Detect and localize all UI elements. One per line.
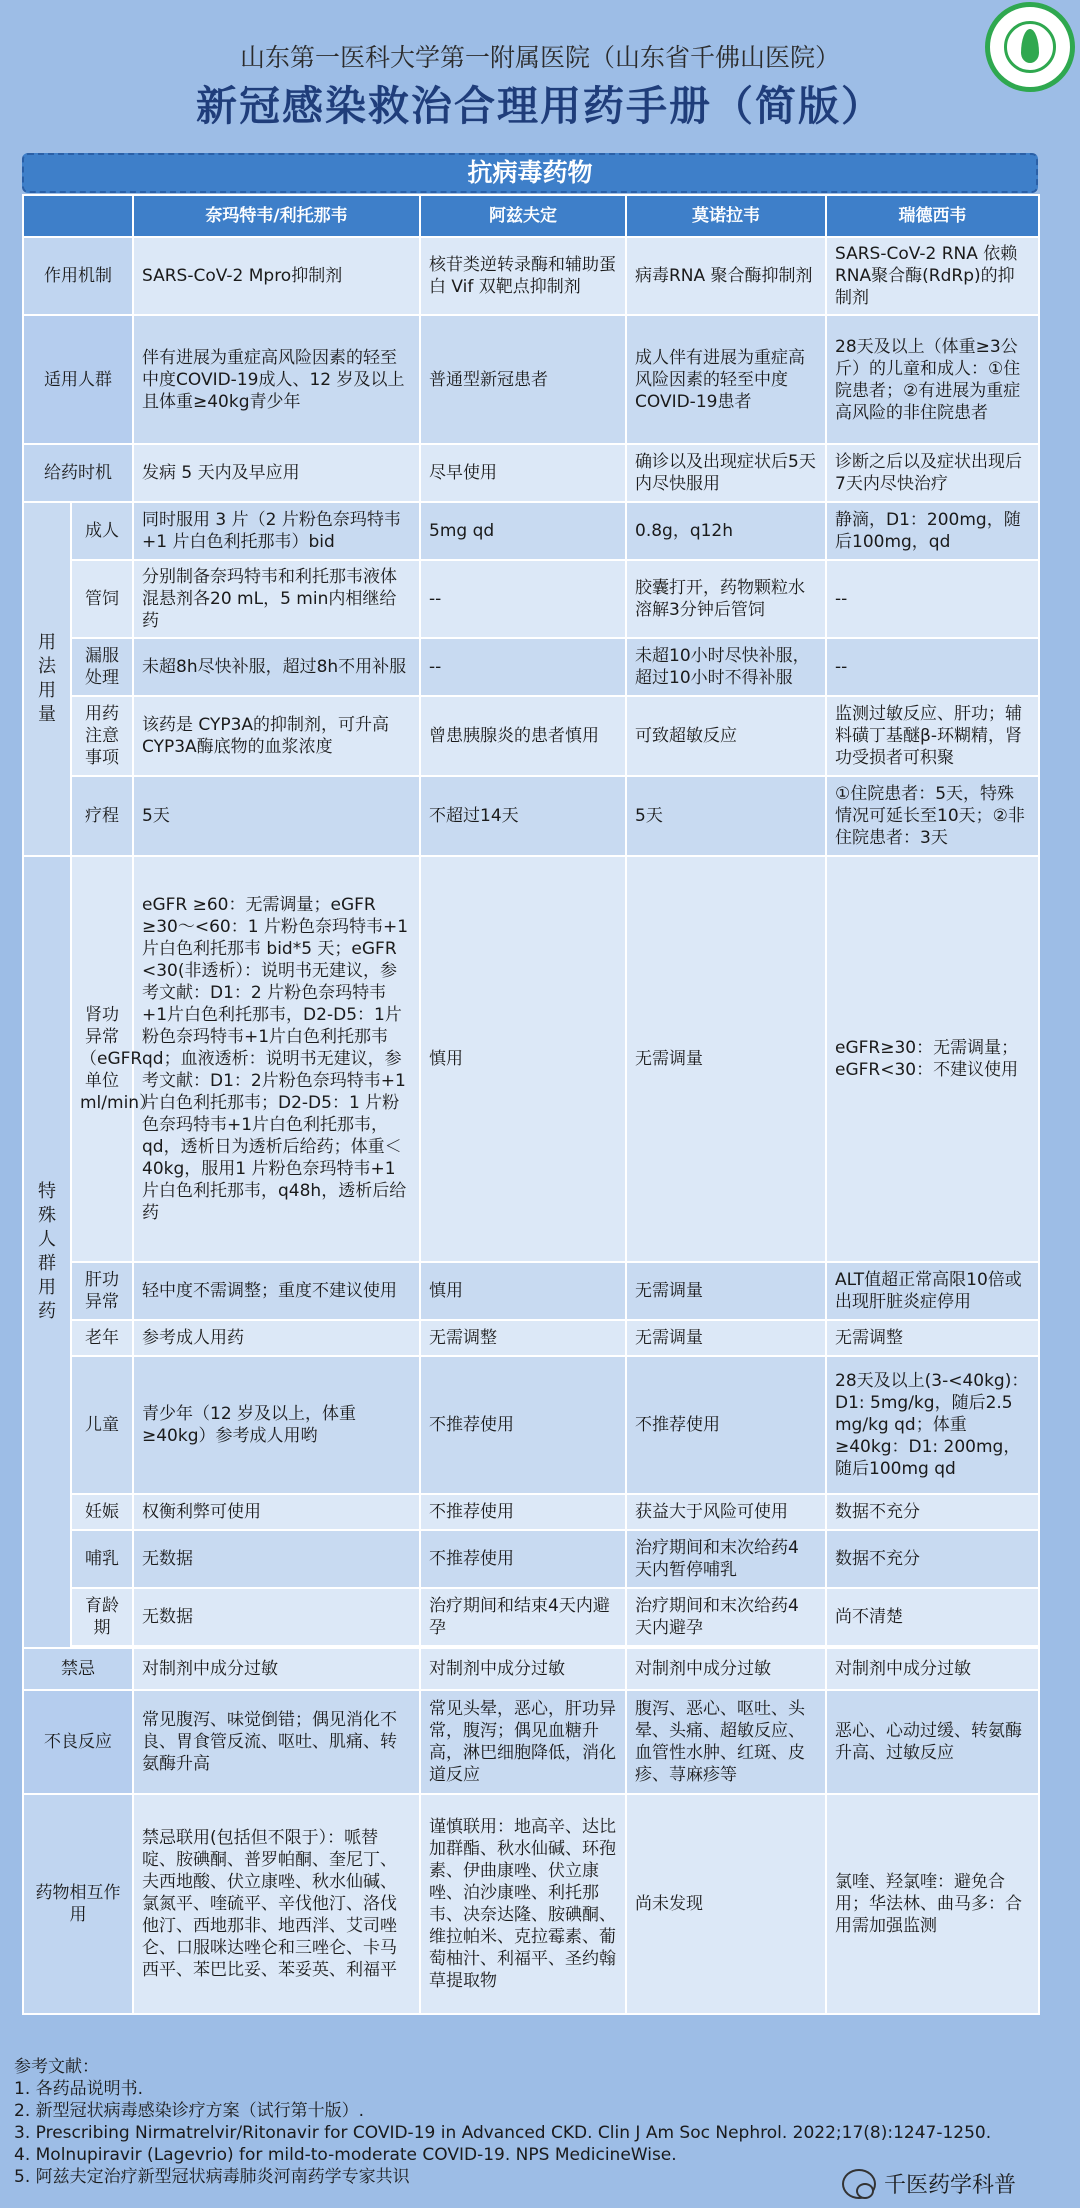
header-azvudine: 阿兹夫定 bbox=[420, 195, 626, 237]
row-label: 作用机制 bbox=[23, 237, 133, 315]
table-cell: 尽早使用 bbox=[420, 444, 626, 502]
row-label: 肾功异常（eGFR单位ml/min） bbox=[71, 856, 133, 1262]
table-cell: 恶心、心动过缓、转氨酶升高、过敏反应 bbox=[826, 1690, 1039, 1794]
section-title: 抗病毒药物 bbox=[22, 153, 1038, 193]
table-row-course bbox=[23, 776, 1039, 856]
header-molnupiravir: 莫诺拉韦 bbox=[626, 195, 826, 237]
table-cell: -- bbox=[826, 560, 1039, 638]
table-row-population bbox=[23, 315, 1039, 444]
table-cell: 谨慎联用：地高辛、达比加群酯、秋水仙碱、环孢素、伊曲康唑、伏立康唑、泊沙康唑、利托那韦、决奈达隆、胺碘酮、维拉帕米、克拉霉素、葡萄柚汁、利福平、圣约翰草提取物 bbox=[420, 1794, 626, 2014]
table-cell: 常见头晕，恶心，肝功异常，腹泻；偶见血糖升高，淋巴细胞降低，消化道反应 bbox=[420, 1690, 626, 1794]
group-special-text: 特殊人群用药 bbox=[38, 1181, 56, 1322]
reference-item: 4. Molnupiravir (Lagevrio) for mild-to-moderate COVID-19. NPS MedicineWise. bbox=[14, 2145, 677, 2165]
group-label-usage bbox=[23, 502, 71, 856]
table-row-interaction bbox=[23, 1794, 1039, 2014]
row-label: 妊娠 bbox=[71, 1494, 133, 1530]
header-remdesivir: 瑞德西韦 bbox=[826, 195, 1039, 237]
table-cell: 确诊以及出现症状后5天内尽快服用 bbox=[626, 444, 826, 502]
table-cell: 监测过敏反应、肝功；辅料磺丁基醚β-环糊精，肾功受损者可积聚 bbox=[826, 696, 1039, 776]
table-cell: 28天及以上(3-<40kg)：D1: 5mg/kg，随后2.5 mg/kg qd；体重≥40kg：D1: 200mg，随后100mg qd bbox=[826, 1356, 1039, 1494]
table-cell: 轻中度不需调整；重度不建议使用 bbox=[133, 1262, 420, 1320]
reference-item: 2. 新型冠状病毒感染诊疗方案（试行第十版）. bbox=[14, 2101, 365, 2121]
table-cell: SARS-CoV-2 RNA 依赖RNA聚合酶(RdRp)的抑制剂 bbox=[826, 237, 1039, 315]
table-cell: 不超过14天 bbox=[420, 776, 626, 856]
table-cell: 静滴，D1：200mg，随后100mg，qd bbox=[826, 502, 1039, 560]
table-cell: 对制剂中成分过敏 bbox=[626, 1648, 826, 1690]
row-label: 哺乳 bbox=[71, 1530, 133, 1588]
row-label: 管饲 bbox=[71, 560, 133, 638]
table-cell: 未超10小时尽快补服，超过10小时不得补服 bbox=[626, 638, 826, 696]
table-cell: 伴有进展为重症高风险因素的轻至中度COVID-19成人、12 岁及以上且体重≥40kg青少年 bbox=[133, 315, 420, 444]
table-cell: 青少年（12 岁及以上，体重≥40kg）参考成人用哟 bbox=[133, 1356, 420, 1494]
table-cell: 不推荐使用 bbox=[626, 1356, 826, 1494]
row-label: 适用人群 bbox=[23, 315, 133, 444]
row-label: 老年 bbox=[71, 1320, 133, 1356]
table-cell: 无需调量 bbox=[626, 1262, 826, 1320]
table-row-lactation bbox=[23, 1530, 1039, 1588]
table-row-elderly bbox=[23, 1320, 1039, 1356]
row-label: 儿童 bbox=[71, 1356, 133, 1494]
table-cell: 对制剂中成分过敏 bbox=[420, 1648, 626, 1690]
table-cell: 治疗期间和末次给药4 天内避孕 bbox=[626, 1588, 826, 1646]
table-cell: 病毒RNA 聚合酶抑制剂 bbox=[626, 237, 826, 315]
table-cell: 5天 bbox=[133, 776, 420, 856]
table-cell: 腹泻、恶心、呕吐、头晕、头痛、超敏反应、血管性水肿、红斑、皮疹、荨麻疹等 bbox=[626, 1690, 826, 1794]
table-cell: 同时服用 3 片（2 片粉色奈玛特韦+1 片白色利托那韦）bid bbox=[133, 502, 420, 560]
table-cell: 无需调量 bbox=[626, 856, 826, 1262]
table-cell: 28天及以上（体重≥3公斤）的儿童和成人：①住院患者；②有进展为重症高风险的非住院患者 bbox=[826, 315, 1039, 444]
table-row-hepatic bbox=[23, 1262, 1039, 1320]
references-heading: 参考文献： bbox=[14, 2057, 99, 2077]
table-cell: 常见腹泻、味觉倒错；偶见消化不良、胃食管反流、呕吐、肌痛、转氨酶升高 bbox=[133, 1690, 420, 1794]
row-label: 肝功异常 bbox=[71, 1262, 133, 1320]
table-cell: 普通型新冠患者 bbox=[420, 315, 626, 444]
table-row-caution bbox=[23, 696, 1039, 776]
table-cell: ①住院患者：5天，特殊情况可延长至10天；②非住院患者：3天 bbox=[826, 776, 1039, 856]
table-cell: 禁忌联用(包括但不限于）：哌替啶、胺碘酮、普罗帕酮、奎尼丁、夫西地酸、伏立康唑、秋水仙碱、氯氮平、喹硫平、辛伐他汀、洛伐他汀、西地那非、地西泮、艾司唑仑、口服咪达唑仑和三唑仑、卡马西平、苯巴比妥、苯妥英、利福平 bbox=[133, 1794, 420, 2014]
table-row-missed bbox=[23, 638, 1039, 696]
table-cell: 发病 5 天内及早应用 bbox=[133, 444, 420, 502]
table-cell: eGFR≥30：无需调量；eGFR<30：不建议使用 bbox=[826, 856, 1039, 1262]
brand-watermark bbox=[842, 2168, 1016, 2199]
table-cell: 对制剂中成分过敏 bbox=[133, 1648, 420, 1690]
table-cell: 数据不充分 bbox=[826, 1494, 1039, 1530]
table-cell: 5天 bbox=[626, 776, 826, 856]
table-cell: 0.8g，q12h bbox=[626, 502, 826, 560]
row-label: 药物相互作用 bbox=[23, 1794, 133, 2014]
table-cell: 该药是 CYP3A的抑制剂，可升高 CYP3A酶底物的血浆浓度 bbox=[133, 696, 420, 776]
table-cell: 可致超敏反应 bbox=[626, 696, 826, 776]
table-cell: 5mg qd bbox=[420, 502, 626, 560]
row-label: 用药注意事项 bbox=[71, 696, 133, 776]
header-cell-blank bbox=[23, 195, 133, 237]
hospital-name: 山东第一医科大学第一附属医院（山东省千佛山医院） bbox=[239, 43, 840, 72]
table-cell: 无数据 bbox=[133, 1588, 420, 1646]
row-label: 成人 bbox=[71, 502, 133, 560]
header-nirmatrelvir: 奈玛特韦/利托那韦 bbox=[133, 195, 420, 237]
table-row-adverse bbox=[23, 1690, 1039, 1794]
reference-item: 1. 各药品说明书. bbox=[14, 2079, 144, 2099]
table-row-child bbox=[23, 1356, 1039, 1494]
table-cell: 分别制备奈玛特韦和利托那韦液体混悬剂各20 mL，5 min内相继给药 bbox=[133, 560, 420, 638]
table-cell: 未超8h尽快补服，超过8h不用补服 bbox=[133, 638, 420, 696]
table-cell: 参考成人用药 bbox=[133, 1320, 420, 1356]
table-cell: 诊断之后以及症状出现后7天内尽快治疗 bbox=[826, 444, 1039, 502]
table-row-adult bbox=[23, 502, 1039, 560]
table-cell: 获益大于风险可使用 bbox=[626, 1494, 826, 1530]
table-cell: 无数据 bbox=[133, 1530, 420, 1588]
table-cell: 曾患胰腺炎的患者慎用 bbox=[420, 696, 626, 776]
row-label: 疗程 bbox=[71, 776, 133, 856]
table-cell: -- bbox=[420, 638, 626, 696]
table-cell: 尚未发现 bbox=[626, 1794, 826, 2014]
table-cell: eGFR ≥60：无需调量；eGFR ≥30～<60：1 片粉色奈玛特韦+1片白色利托那韦 bid*5 天；eGFR <30(非透析）：说明书无建议，参考文献：D1：2 片粉色奈玛特韦+1片白色利托那韦，D2-D5：1片粉色奈玛特韦+1片白色利托那韦 qd；血液透析：说明书无建议，参考文献：D1：2片粉色奈玛特韦+1片白色利托那韦；D2-D5：1 片粉色奈玛特韦+1片白色利托那韦，qd，透析日为透析后给药；体重＜40kg，服用1 片粉色奈玛特韦+1片白色利托那韦，q48h，透析后给药 bbox=[133, 856, 420, 1262]
table-cell: 无需调整 bbox=[826, 1320, 1039, 1356]
table-row-tube bbox=[23, 560, 1039, 638]
table-cell: 核苷类逆转录酶和辅助蛋白 Vif 双靶点抑制剂 bbox=[420, 237, 626, 315]
row-label: 漏服处理 bbox=[71, 638, 133, 696]
table-cell: SARS-CoV-2 Mpro抑制剂 bbox=[133, 237, 420, 315]
group-usage-text: 用法用量 bbox=[38, 632, 56, 725]
document-header bbox=[0, 40, 1080, 136]
table-cell: 对制剂中成分过敏 bbox=[826, 1648, 1039, 1690]
table-cell: 不推荐使用 bbox=[420, 1494, 626, 1530]
row-label: 禁忌 bbox=[23, 1648, 133, 1690]
table-cell: 胶囊打开，药物颗粒水溶解3分钟后管饲 bbox=[626, 560, 826, 638]
table-cell: 治疗期间和结束4天内避孕 bbox=[420, 1588, 626, 1646]
table-row-mechanism bbox=[23, 237, 1039, 315]
table-cell: -- bbox=[420, 560, 626, 638]
table-cell: 数据不充分 bbox=[826, 1530, 1039, 1588]
page-title: 新冠感染救治合理用药手册（简版） bbox=[196, 82, 884, 130]
group-label-special bbox=[23, 856, 71, 1648]
row-label: 给药时机 bbox=[23, 444, 133, 502]
drug-table bbox=[22, 194, 1040, 2015]
table-cell: ALT值超正常高限10倍或出现肝脏炎症停用 bbox=[826, 1262, 1039, 1320]
table-header-row bbox=[23, 195, 1039, 237]
table-cell: 治疗期间和末次给药4 天内暂停哺乳 bbox=[626, 1530, 826, 1588]
table-cell: 无需调整 bbox=[420, 1320, 626, 1356]
table-row-contraindication bbox=[23, 1648, 1039, 1690]
wechat-icon bbox=[842, 2169, 876, 2199]
table-cell: 成人伴有进展为重症高风险因素的轻至中度COVID-19患者 bbox=[626, 315, 826, 444]
row-label: 不良反应 bbox=[23, 1690, 133, 1794]
table-cell: 权衡利弊可使用 bbox=[133, 1494, 420, 1530]
table-row-timing bbox=[23, 444, 1039, 502]
row-label: 育龄期 bbox=[71, 1588, 133, 1646]
brand-name: 千医药学科普 bbox=[884, 2173, 1017, 2198]
reference-item: 5. 阿兹夫定治疗新型冠状病毒肺炎河南药学专家共识 bbox=[14, 2167, 410, 2187]
table-cell: 无需调量 bbox=[626, 1320, 826, 1356]
table-cell: 慎用 bbox=[420, 1262, 626, 1320]
hospital-logo-icon bbox=[985, 2, 1075, 92]
table-cell: 尚不清楚 bbox=[826, 1588, 1039, 1646]
table-cell: 慎用 bbox=[420, 856, 626, 1262]
reference-item: 3. Prescribing Nirmatrelvir/Ritonavir for COVID-19 in Advanced CKD. Clin J Am Soc Nephrol. 2022;17(8):1247-1250. bbox=[14, 2123, 992, 2143]
table-cell: -- bbox=[826, 638, 1039, 696]
table-cell: 氯喹、羟氯喹：避免合用；华法林、曲马多：合用需加强监测 bbox=[826, 1794, 1039, 2014]
table-cell: 不推荐使用 bbox=[420, 1356, 626, 1494]
table-row-childbearing bbox=[23, 1588, 1039, 1646]
table-row-renal bbox=[23, 856, 1039, 1262]
table-row-pregnancy bbox=[23, 1494, 1039, 1530]
table-cell: 不推荐使用 bbox=[420, 1530, 626, 1588]
